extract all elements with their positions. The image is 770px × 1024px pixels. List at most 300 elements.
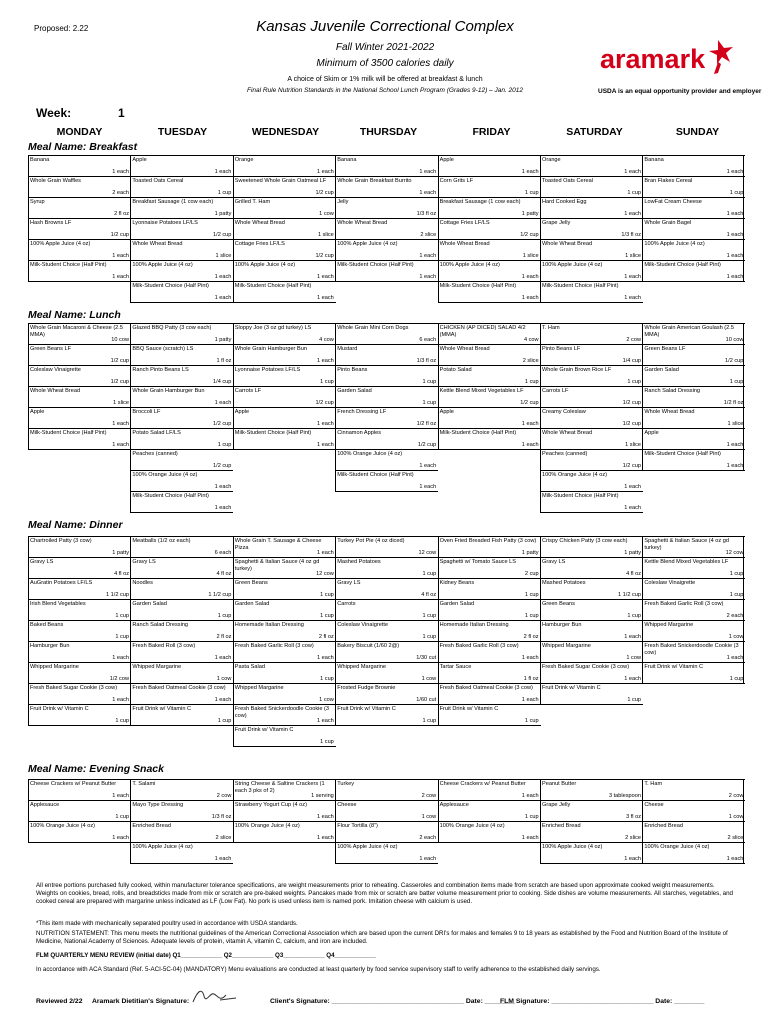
menu-item-portion: 1 each [214,654,232,661]
menu-item-portion: 1/2 cup [417,441,437,448]
day-column [540,780,642,864]
client-signature-field[interactable]: Client's Signature: ___________________________________ Date: ________ [270,998,515,1005]
menu-item [439,261,541,282]
menu-item [541,843,643,864]
menu-item-portion: 1 cup [320,738,334,745]
menu-item-portion: 1 each [112,441,129,448]
menu-item-portion: 1 each [214,273,232,280]
menu-item-name: Whole Grain Hamburger Bun [234,346,307,352]
menu-item-name: T. Ham [644,781,663,787]
menu-item-name: Apple [234,409,250,415]
menu-item-portion: 1/2 cup [315,252,334,259]
menu-item-portion: 1/2 cup [110,378,129,385]
day-column [642,156,744,282]
menu-item-portion: 1 each [726,855,744,862]
menu-item [131,156,233,177]
menu-item-portion: 1 cup [115,612,129,619]
menu-item-portion: 1/2 cup [622,399,641,406]
menu-item-name: Coleslaw Vinaigrette [30,367,81,373]
menu-item-portion: 2 fl oz [523,633,539,640]
menu-item-portion: 1 each [419,483,437,490]
menu-item-portion: 1 1/2 cup [617,591,641,598]
menu-item-portion: 1 cup [422,633,437,640]
meal-grid [28,536,745,746]
menu-item [336,843,438,864]
menu-item-name: Milk-Student Choice (Half Pint) [234,430,312,436]
menu-item-name: Gravy LS [542,559,566,565]
menu-item-name: Milk-Student Choice (Half Pint) [644,451,721,457]
menu-item [29,558,131,579]
day-column [540,537,642,705]
meal-title: Meal Name: Breakfast [28,141,138,153]
menu-item [234,642,336,663]
menu-item-portion: 1 each [521,273,539,280]
menu-item-portion: 1/2 cup [213,420,232,427]
menu-item-name: 100% Apple Juice (4 oz) [30,241,91,247]
menu-item-name: Whole Grain Hamburger Bun [132,388,205,394]
menu-item-name: Potato Salad LF/LS [132,430,181,436]
menu-item-portion: 1 cup [217,612,232,619]
menu-item-portion: 1 each [112,654,129,661]
menu-item-name: Bran Flakes Cereal [644,178,693,184]
menu-item-name: Peaches (canned) [132,451,178,457]
menu-item-portion: 1 each [317,549,334,556]
menu-item-portion: 1 each [419,462,437,469]
menu-item-portion: 1 cup [524,378,539,385]
menu-item [336,600,438,621]
menu-item-name: Whole Grain Waffles [30,178,81,184]
aramark-logo [600,38,735,78]
menu-item [336,663,438,684]
menu-item-name: Baked Beans [30,622,64,628]
menu-item [131,240,233,261]
menu-item-portion: 1 each [214,855,232,862]
menu-item [541,558,643,579]
menu-item-name: Mayo Type Dressing [132,802,184,808]
menu-item-name: Green Beans LF [30,346,72,352]
menu-item-portion: 1 slice [215,252,232,259]
menu-item-portion: 1 cup [115,633,129,640]
menu-item-name: 100% Apple Juice (4 oz) [337,241,398,247]
menu-item-portion: 1 each [624,633,641,640]
menu-item-name: Enriched Bread [542,823,581,829]
menu-item-name: Turkey Pot Pie (4 oz diced) [337,538,405,544]
menu-item [336,471,438,492]
menu-item-portion: 1 each [419,855,437,862]
menu-item [541,408,643,429]
menu-item-portion: 1/2 cow [109,675,129,682]
menu-item-portion: 1 1/2 cup [208,591,232,598]
menu-item [541,156,643,177]
menu-item-name: Fruit Drink w/ Vitamin C [132,706,192,712]
menu-item-name: Fruit Drink w/ Vitamin C [644,664,704,670]
menu-item-name: Garden Salad [132,601,167,607]
menu-item-name: Whole Wheat Bread [542,241,593,247]
menu-item-name: Milk-Student Choice (Half Pint) [542,283,619,289]
menu-item [234,324,336,345]
menu-item [439,177,541,198]
menu-item-portion: 1 cup [320,675,334,682]
menu-item [541,621,643,642]
menu-item-portion: 1 cup [627,189,641,196]
menu-item [336,219,438,240]
menu-item-name: Whipped Margarine [644,622,694,628]
menu-item [131,324,233,345]
menu-item [336,429,438,450]
day-tuesday: TUESDAY [157,126,208,138]
menu-item-name: Fresh Baked Oatmeal Cookie (3 cow) [132,685,226,691]
menu-item [336,345,438,366]
menu-item-portion: 1 cup [729,189,744,196]
menu-item-name: Applesauce [30,802,60,808]
menu-item-name: Spaghetti & Italian Sauce (4 oz gd turkey) [644,538,729,551]
menu-item-name: Cottage Fries LF/LS [439,220,490,226]
menu-item-name: Pinto Beans LF [542,346,581,352]
menu-item [643,387,745,408]
menu-item [336,261,438,282]
meal-title: Meal Name: Evening Snack [28,763,164,775]
menu-item-name: Fresh Baked Oatmeal Cookie (3 cow) [439,685,533,691]
menu-item-name: Cinnamon Apples [337,430,382,436]
menu-item-portion: 1 each [317,654,334,661]
menu-item-name: Whole Grain Macaroni & Cheese (2.5 MMA) [30,325,123,338]
menu-item-portion: 2 cow [728,792,744,799]
menu-item [541,663,643,684]
menu-item-portion: 1 each [521,441,539,448]
menu-item-portion: 1 patty [521,549,539,556]
menu-item-name: Milk-Student Choice (Half Pint) [132,493,209,499]
menu-item-name: Whole Grain American Goulash (2.5 MMA) [644,325,734,338]
menu-item-name: 100% Orange Juice (4 oz) [542,472,607,478]
menu-item-name: Carrots [337,601,356,607]
menu-item-name: Enriched Bread [132,823,171,829]
menu-item-portion: 1 each [214,168,232,175]
menu-item [643,843,745,864]
menu-item [541,537,643,558]
menu-item [29,177,131,198]
menu-item-portion: 1 each [214,504,232,511]
menu-item-name: Cheese [644,802,664,808]
menu-item-name: Breakfast Sausage (1 cow each) [439,199,521,205]
menu-item [131,429,233,450]
meal-grid [28,323,745,512]
menu-item-name: Hamburger Bun [30,643,70,649]
menu-item-name: Green Beans LF [644,346,686,352]
menu-item-name: Gravy LS [337,580,361,586]
menu-item [541,345,643,366]
menu-item [29,579,131,600]
menu-item-portion: 1/2 cup [315,399,334,406]
menu-item-name: Fruit Drink w/ Vitamin C [234,727,294,733]
menu-item-name: Kettle Blend Mixed Vegetables LF [644,559,729,565]
menu-item-portion: 1 cup [217,717,232,724]
menu-item-name: Sweetened Whole Grain Oatmeal LF [234,178,327,184]
menu-item [234,219,336,240]
menu-item-name: 100% Apple Juice (4 oz) [542,844,603,850]
menu-item-portion: 1 cup [524,717,539,724]
menu-item [336,801,438,822]
day-column [28,537,130,726]
menu-item-name: Kettle Blend Mixed Vegetables LF [439,388,524,394]
menu-item [234,579,336,600]
menu-item [234,726,336,747]
menu-item-portion: 4 fl oz [114,570,129,577]
menu-item-name: Pasta Salad [234,664,265,670]
menu-item-name: Whole Wheat Bread [234,220,285,226]
menu-item [131,282,233,303]
menu-item-portion: 2 fl oz [318,633,334,640]
menu-item [643,663,745,684]
menu-item-name: Whole Grain Mini Corn Dogs [337,325,409,331]
menu-item [439,366,541,387]
menu-item-name: Garden Salad [644,367,679,373]
menu-item-name: T. Salami [132,781,156,787]
menu-item-name: Broccoli LF [132,409,161,415]
menu-item-portion: 1 each [419,252,437,259]
menu-item-portion: 3 fl oz [626,813,641,820]
footer-nutrition-statement: NUTRITION STATEMENT: This menu meets the nutritional guidelines of the American Correctional Association which are based upon the current DRI's for males and females 9 to 18 years as established by the Food and Nutrition Board of the Institute of Medicine, National Academy of Sciences. Adequate levels of protein, vitamin A, vitamin C, calcium, and iron are included. [36,930,728,946]
menu-item-name: Gravy LS [132,559,156,565]
menu-item-portion: 1 each [317,441,334,448]
menu-item [131,822,233,843]
menu-item-portion: 1 patty [112,549,129,556]
menu-item-portion: 1 patty [624,549,641,556]
menu-item [29,156,131,177]
menu-item [336,537,438,558]
menu-item-name: Ranch Salad Dressing [132,622,189,628]
menu-item [234,177,336,198]
menu-item [643,822,745,843]
menu-item-name: Fruit Drink w/ Vitamin C [30,706,89,712]
menu-item-portion: 2 fl oz [114,210,129,217]
menu-item [234,408,336,429]
menu-item-name: Mustard [337,346,358,352]
menu-item-name: Breakfast Sausage (1 cow each) [132,199,214,205]
menu-item-portion: 1 each [726,273,744,280]
menu-item [439,240,541,261]
menu-item [234,240,336,261]
menu-item [131,642,233,663]
menu-item-name: LowFat Cream Cheese [644,199,702,205]
menu-item [643,429,745,450]
menu-item-name: Milk-Student Choice (Half Pint) [234,283,312,289]
menu-item [336,177,438,198]
menu-item-name: Whole Grain T. Sausage & Cheese Pizza [234,538,322,551]
menu-item-name: Banana [30,157,50,163]
menu-item-name: Milk-Student Choice (Half Pint) [337,472,414,478]
menu-item-name: Apple [644,430,659,436]
day-thursday: THURSDAY [359,126,418,138]
menu-item-portion: 1 fl oz [216,357,232,364]
menu-item-portion: 1 cup [422,378,437,385]
menu-item-portion: 1/4 cup [213,378,232,385]
menu-item-portion: 1 each [419,168,437,175]
menu-item [439,822,541,843]
menu-item [541,387,643,408]
day-column [642,780,744,864]
menu-item-name: Orange [234,157,254,163]
flm-signature-field[interactable]: FLM Signature: ___________________________ Date: ________ [500,998,705,1005]
menu-item-portion: 4 cow [523,336,539,343]
menu-item-portion: 1 slice [113,399,129,406]
menu-item-name: Hard Cooked Egg [542,199,587,205]
menu-item-portion: 1 each [726,441,744,448]
menu-item [541,261,643,282]
menu-item-name: Milk-Student Choice (Half Pint) [439,430,517,436]
menu-item-name: Carrots LF [234,388,262,394]
menu-item-portion: 1/2 cup [110,231,129,238]
menu-item-portion: 1 each [112,273,129,280]
menu-item-name: 100% Apple Juice (4 oz) [132,844,193,850]
proposed-date: Proposed: 2.22 [34,24,89,33]
menu-item-name: Whipped Margarine [132,664,182,670]
menu-item-name: Apple [439,409,454,415]
day-column [130,324,232,513]
menu-item [131,537,233,558]
menu-item-portion: 1 cup [524,591,539,598]
menu-item [131,408,233,429]
menu-item-portion: 1/2 cup [213,231,232,238]
menu-item [131,450,233,471]
menu-item-portion: 1 cow [421,813,437,820]
menu-item-portion: 1 each [726,252,744,259]
menu-item-name: Fresh Baked Garlic Roll (3 cow) [234,643,314,649]
menu-item-name: String Cheese & Saltine Crackers (1 each 3 pks of 2) [234,781,325,794]
menu-item [234,801,336,822]
star-person-icon [709,40,733,74]
menu-item-name: 100% Orange Juice (4 oz) [30,823,95,829]
menu-item [541,579,643,600]
menu-item-name: Frosted Fudge Brownie [337,685,396,691]
menu-item-portion: 1 cow [626,654,641,661]
menu-item-portion: 1 slice [625,252,641,259]
menu-item [29,684,131,705]
menu-item-name: Whipped Margarine [542,643,591,649]
menu-item [336,450,438,471]
day-column [233,324,335,450]
menu-item-portion: 2 slice [625,834,641,841]
menu-item [643,324,745,345]
menu-item [541,429,643,450]
menu-item [29,240,131,261]
menu-item-name: Turkey [337,781,355,787]
menu-item-portion: 1 each [624,273,641,280]
menu-item-name: Grape Jelly [542,802,571,808]
menu-item-portion: 1 slice [727,420,744,427]
menu-item-name: Mashed Potatoes [337,559,381,565]
menu-item-portion: 1 each [214,483,232,490]
menu-item-name: Creamy Coleslaw [542,409,586,415]
menu-item [234,282,336,303]
menu-item-name: Lyonnaise Potatoes LF/LS [132,220,198,226]
menu-item-portion: 1 each [521,654,539,661]
menu-item-portion: 4 fl oz [421,591,437,598]
day-column [438,780,540,843]
menu-item-name: Applesauce [439,802,469,808]
menu-item-portion: 2 cup [524,570,539,577]
menu-item-portion: 1 each [317,717,334,724]
menu-item-name: 100% Orange Juice (4 oz) [337,451,403,457]
menu-item-portion: 2 slice [727,834,744,841]
menu-item [336,705,438,726]
menu-item [439,408,541,429]
menu-item-name: Cottage Fries LF/LS [234,241,285,247]
menu-item-portion: 1 slice [625,441,641,448]
menu-item [439,642,541,663]
menu-item [336,579,438,600]
menu-item [541,324,643,345]
menu-item-portion: 2 slice [215,834,232,841]
menu-item-portion: 1 each [624,504,641,511]
menu-item-name: Whole Wheat Bread [337,220,388,226]
menu-item [234,663,336,684]
menu-item [439,219,541,240]
menu-item-name: Whipped Margarine [30,664,79,670]
menu-item-portion: 1 cup [627,612,641,619]
menu-item [29,324,131,345]
menu-item-portion: 1/2 cup [725,357,744,364]
menu-item-name: 100% Apple Juice (4 oz) [337,844,398,850]
week-number: 1 [118,106,125,120]
menu-item [439,579,541,600]
menu-item-portion: 1 each [317,168,334,175]
day-column [540,156,642,303]
menu-item [336,621,438,642]
menu-item-name: Sloppy Joe (3 oz gd turkey) LS [234,325,312,331]
menu-item [336,324,438,345]
day-friday: FRIDAY [472,126,511,138]
menu-item-name: Fresh Baked Sugar Cookie (3 cow) [30,685,118,691]
menu-item [439,429,541,450]
menu-item [234,558,336,579]
menu-item-name: CHICKEN (AP DICED) SALAD 4/2 (MMA) [439,325,526,338]
menu-item-portion: 1 each [521,696,539,703]
menu-item-portion: 1 slice [522,252,539,259]
menu-item-name: Chartroiled Patty (3 cow) [30,538,92,544]
menu-item-portion: 1/60 cut [416,696,437,703]
menu-item-portion: 1/2 cup [110,357,129,364]
menu-item-name: Tartar Sauce [439,664,472,670]
day-sunday: SUNDAY [675,126,720,138]
menu-item-portion: 1 each [726,654,744,661]
menu-item-name: Fresh Baked Roll (3 cow) [132,643,196,649]
menu-item [131,387,233,408]
menu-item-name: Ranch Pinto Beans LS [132,367,189,373]
menu-item-name: Fruit Drink w/ Vitamin C [439,706,499,712]
aramark-logo-text: aramark [600,44,706,74]
menu-item-portion: 1 cup [320,612,334,619]
menu-item-portion: 1 each [317,420,334,427]
menu-item-portion: 1 cow [421,675,437,682]
menu-item-name: Kidney Beans [439,580,475,586]
menu-item-name: Gravy LS [30,559,54,565]
day-column [335,780,437,864]
menu-item-name: Enriched Bread [644,823,683,829]
menu-item-portion: 1 cup [524,189,539,196]
menu-item [131,579,233,600]
menu-item [131,705,233,726]
menu-item-name: Potato Salad [439,367,472,373]
menu-item-portion: 1 cup [524,612,539,619]
day-column [438,324,540,450]
menu-item [234,822,336,843]
menu-item [336,822,438,843]
menu-item-portion: 1 each [419,273,437,280]
menu-item [643,642,745,663]
menu-item-portion: 1 each [112,168,129,175]
day-column [233,780,335,843]
menu-item [234,198,336,219]
